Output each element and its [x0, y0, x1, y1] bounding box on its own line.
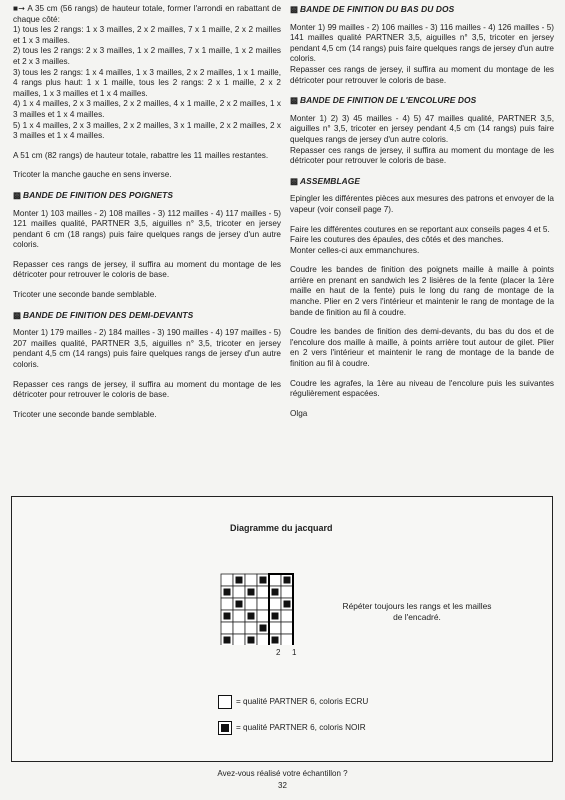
paragraph: Repasser ces rangs de jersey, il suffira au moment du montage de les détricoter pour retrouver le coloris de base. — [13, 379, 281, 400]
legend-label: = qualité PARTNER 6, coloris ECRU — [236, 697, 369, 706]
paragraph: Faire les différentes coutures en se reportant aux conseils pages 4 et 5. Faire les coutures des épaules, des côtés et des manches. Monter celles-ci aux emmanchures. — [290, 224, 550, 255]
grid-stitch-dark — [236, 601, 243, 608]
grid-cell — [233, 634, 245, 645]
intro-line: 4) 1 x 4 mailles, 2 x 3 mailles, 2 x 2 mailles, 4 x 1 maille, 2 x 2 mailles, 1 x 3 mailles et 1 x 4 mailles. — [13, 99, 281, 119]
grid-cell — [281, 622, 293, 634]
grid-stitch-dark — [284, 601, 291, 608]
section-heading: ▩ BANDE DE FINITION DES DEMI-DEVANTS — [13, 309, 194, 320]
grid-cell — [257, 610, 269, 622]
legend-label: = qualité PARTNER 6, coloris NOIR — [236, 723, 366, 732]
grid-cell — [245, 574, 257, 586]
paragraph: Monter 1) 2) 3) 45 mailles - 4) 5) 47 mailles qualité, PARTNER 3,5, aiguilles n° 3,5, tricoter en jersey pendant 4,5 cm (14 rangs) puis faire quelques rangs de jersey d'un autre coloris. — [290, 113, 554, 144]
grid-stitch-dark — [272, 589, 279, 596]
grid-cell — [257, 586, 269, 598]
bullet-square-icon: ▩ — [290, 95, 299, 106]
grid-stitch-dark — [260, 577, 267, 584]
grid-stitch-dark — [248, 637, 255, 644]
grid-stitch-dark — [284, 577, 291, 584]
grid-stitch-dark — [248, 589, 255, 596]
grid-cell — [233, 622, 245, 634]
intro-line: A 35 cm (56 rangs) de hauteur totale, former l'arrondi en rabattant de chaque côté: — [13, 4, 282, 24]
grid-cell — [257, 634, 269, 645]
grid-stitch-dark — [272, 613, 279, 620]
paragraph: Tricoter une seconde bande semblable. — [13, 409, 157, 419]
column-label: 2 — [276, 648, 281, 657]
grid-stitch-dark — [224, 589, 231, 596]
section-heading: ▩ ASSEMBLAGE — [290, 175, 361, 186]
diagram-title: Diagramme du jacquard — [230, 523, 333, 533]
grid-cell — [233, 586, 245, 598]
section-heading: ▩ BANDE DE FINITION DE L'ENCOLURE DOS — [290, 95, 477, 106]
bullet-square-icon: ▩ — [13, 309, 22, 320]
grid-cell — [269, 598, 281, 610]
grid-cell — [221, 574, 233, 586]
section-heading: ▩ BANDE DE FINITION DES POIGNETS — [13, 189, 174, 200]
intro-line: 5) 1 x 4 mailles, 2 x 3 mailles, 2 x 2 mailles, 3 x 1 maille, 2 x 2 mailles, 2 x 3 mailles et 1 x 4 mailles. — [13, 120, 281, 141]
grid-cell — [221, 598, 233, 610]
paragraph: A 51 cm (82 rangs) de hauteur totale, rabattre les 11 mailles restantes. — [13, 150, 269, 160]
paragraph: Repasser ces rangs de jersey, il suffira au moment du montage de les détricoter pour retrouver le coloris de base. — [290, 145, 554, 166]
grid-stitch-dark — [272, 637, 279, 644]
paragraph: Repasser ces rangs de jersey, il suffira au moment du montage de les détricoter pour retrouver le coloris de base. — [290, 64, 554, 85]
paragraph: Tricoter la manche gauche en sens inverse. — [13, 170, 172, 180]
paragraph: Repasser ces rangs de jersey, il suffira au moment du montage de les détricoter pour retrouver le coloris de base. — [13, 259, 281, 280]
intro-line: 1) tous les 2 rangs: 1 x 3 mailles, 2 x 2 mailles, 7 x 1 maille, 2 x 2 mailles et 1 x 3 mailles. — [13, 25, 281, 45]
section-heading: ▩ BANDE DE FINITION DU BAS DU DOS — [290, 4, 455, 14]
paragraph: Coudre les bandes de finition des demi-devants, du bas du dos et de l'encolure dos maille à maille, à points arrière tout autour de gilet. Plier en 2 vers l'intérieur et maintenir le rang de montage de la bande de finition au fil à coudre. — [290, 327, 554, 369]
paragraph: Coudre les bandes de finition des poignets maille à maille à points arrière en prenant en sandwich les 2 lisières de la fente (placer la 1ère maille en haut de la fente) puis le long du rang de montage de la manche. Plier en 2 vers l'intérieur et maintenir le rang de montage de la bande de finition au fil à coudre. — [290, 265, 554, 317]
grid-cell — [269, 622, 281, 634]
grid-cell — [233, 610, 245, 622]
grid-cell — [245, 598, 257, 610]
column-label: 1 — [292, 648, 297, 657]
bullet-square-icon: ▩ — [290, 175, 299, 186]
paragraph: Coudre les agrafes, la 1ère au niveau de l'encolure puis les suivantes régulièrement espacées. — [290, 378, 554, 399]
paragraph: Monter 1) 103 mailles - 2) 108 mailles - 3) 112 mailles - 4) 117 mailles - 5) 121 mailles qualité, PARTNER 3,5, aiguilles n° 3,5, tricoter en jersey pendant 6 cm (18 rangs) puis faire quelques rangs de jersey d'un autre coloris. — [13, 208, 281, 250]
grid-cell — [269, 574, 281, 586]
grid-cell — [281, 634, 293, 645]
signature: Olga — [290, 408, 308, 418]
paragraph: Tricoter une seconde bande semblable. — [13, 290, 157, 300]
intro-line: 2) tous les 2 rangs: 2 x 3 mailles, 1 x 2 mailles, 7 x 1 maille, 1 x 2 mailles et 2 x 3 mailles. — [13, 46, 281, 66]
right-column — [290, 4, 554, 428]
bullet-square-icon: ▩ — [290, 4, 299, 14]
page-number: 32 — [278, 781, 287, 790]
legend-swatch-ecru — [218, 695, 232, 709]
jacquard-diagram-box — [11, 496, 553, 762]
grid-stitch-dark — [260, 625, 267, 632]
grid-cell — [245, 622, 257, 634]
grid-stitch-dark — [248, 613, 255, 620]
grid-stitch-dark — [224, 613, 231, 620]
grid-cell — [281, 610, 293, 622]
bullet-square-icon: ▩ — [13, 189, 22, 200]
paragraph: Monter 1) 99 mailles - 2) 106 mailles - 3) 116 mailles - 4) 126 mailles - 5) 141 mailles qualité PARTNER 3,5, aiguilles n° 3,5, tricoter en jersey pendant 4,5 cm (14 rangs) puis faire quelques rangs de jersey d'un autre coloris. — [290, 22, 554, 64]
arrow-marker-icon: ■➞ — [13, 4, 26, 13]
footer-question: Avez-vous réalisé votre échantillon ? — [217, 769, 348, 778]
intro-line: 3) tous les 2 rangs: 1 x 4 mailles, 1 x 3 mailles, 2 x 2 mailles, 1 x 1 maille, 4 rangs plus haut: 1 x 1 maille, tous les 2 rangs: 2 x 1 maille, 2 x 2 mailles, 1 x 3 mailles et 1 x 4 mailles. — [13, 67, 281, 98]
grid-cell — [221, 622, 233, 634]
legend-swatch-noir — [218, 721, 232, 735]
grid-cell — [281, 586, 293, 598]
grid-stitch-dark — [224, 637, 231, 644]
grid-cell — [257, 598, 269, 610]
intro-block — [13, 4, 281, 142]
grid-stitch-dark — [236, 577, 243, 584]
left-column — [13, 4, 281, 429]
paragraph: Epingler les différentes pièces aux mesures des patrons et envoyer de la vapeur (voir conseil page 7). — [290, 194, 554, 214]
jacquard-grid — [220, 573, 310, 645]
paragraph: Monter 1) 179 mailles - 2) 184 mailles - 3) 190 mailles - 4) 197 mailles - 5) 207 mailles qualité, PARTNER 3,5, aiguilles n° 3,5, tricoter en jersey pendant 4,5 cm (14 rangs) puis faire quelques rangs de jersey d'un autre coloris. — [13, 328, 282, 370]
repeat-instruction: Répéter toujours les rangs et les mailles de l'encadré. — [342, 601, 492, 622]
